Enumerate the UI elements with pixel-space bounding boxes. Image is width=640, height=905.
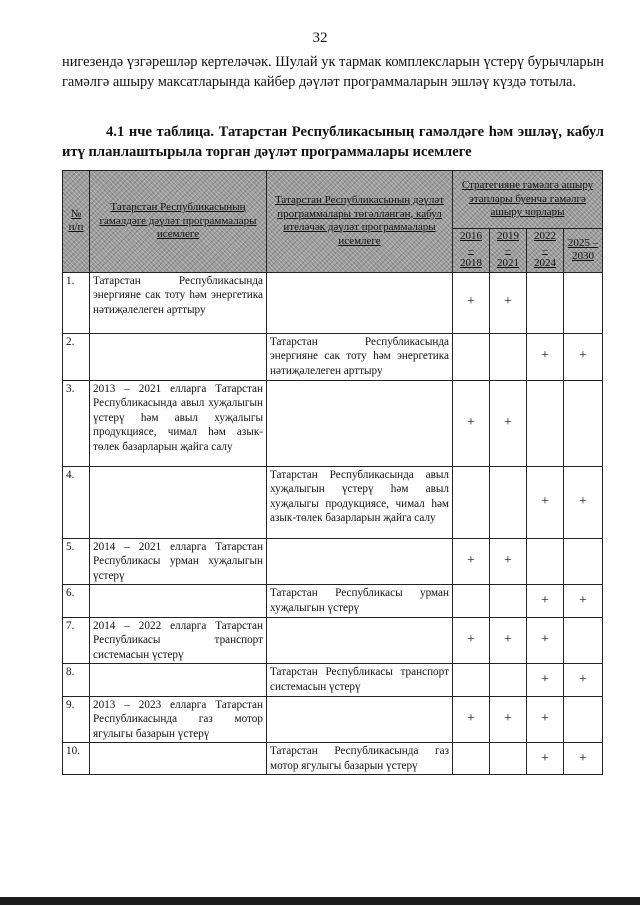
planned-program-cell xyxy=(267,380,453,466)
table-row xyxy=(63,272,603,333)
planned-program-cell: Татарстан Республикасы транспорт системасын үстерү xyxy=(267,664,453,696)
period-2019-2021-mark: + xyxy=(490,617,527,664)
header-period-2022: 2022 – 2024 xyxy=(527,229,564,273)
period-2019-2021-mark xyxy=(490,664,527,696)
period-2025-2030-mark: + xyxy=(564,664,603,696)
row-number-cell: 7. xyxy=(63,617,90,664)
planned-program-cell xyxy=(267,272,453,333)
header-period-2016: 2016 – 2018 xyxy=(453,229,490,273)
row-number-cell: 6. xyxy=(63,585,90,617)
current-program-cell: 2013 – 2021 елларга Татарстан Республикасында авыл хуҗалыгын үстерү һәм авыл хуҗалыгы продукциясе, чимал һәм азык-төлек базарларын җайга салу xyxy=(90,380,267,466)
planned-program-cell: Татарстан Республикасында энергияне сак тоту һәм энергетика нәтиҗәлелеген арттыру xyxy=(267,333,453,380)
period-2016-2018-mark xyxy=(453,664,490,696)
period-2022-2024-mark: + xyxy=(527,466,564,538)
header-period-2025: 2025 – 2030 xyxy=(564,229,603,273)
planned-program-cell: Татарстан Республикасында газ мотор ягулыгы базарын үстерү xyxy=(267,743,453,775)
table-body xyxy=(63,272,603,775)
table-row xyxy=(63,585,603,617)
period-2019-2021-mark: + xyxy=(490,380,527,466)
table-caption: 4.1 нче таблица. Татарстан Республикасының гамәлдәге һәм эшләү, кабул итү планлаштырыла торган дәүләт программалары исемлеге xyxy=(62,124,604,160)
table-row xyxy=(63,664,603,696)
header-planned-programs: Татарстан Республикасының дәүләт программалары төгәлләнгән, кабул ителәчәк дәүләт программалары исемлеге xyxy=(267,171,453,273)
planned-program-cell xyxy=(267,538,453,585)
table-row xyxy=(63,617,603,664)
period-2022-2024-mark: + xyxy=(527,617,564,664)
period-2025-2030-mark xyxy=(564,272,603,333)
period-2025-2030-mark xyxy=(564,538,603,585)
programs-table xyxy=(62,170,603,775)
table-row xyxy=(63,696,603,743)
current-program-cell: 2013 – 2023 елларга Татарстан Республикасында газ мотор ягулыгы базарын үстерү xyxy=(90,696,267,743)
period-2025-2030-mark: + xyxy=(564,743,603,775)
period-2016-2018-mark: + xyxy=(453,696,490,743)
row-number-cell: 9. xyxy=(63,696,90,743)
period-2016-2018-mark xyxy=(453,333,490,380)
current-program-cell xyxy=(90,333,267,380)
row-number-cell: 4. xyxy=(63,466,90,538)
period-2022-2024-mark: + xyxy=(527,696,564,743)
table-row xyxy=(63,466,603,538)
period-2016-2018-mark xyxy=(453,585,490,617)
header-current-programs: Татарстан Республикасының гамәлдәге дәүләт программалары исемлеге xyxy=(90,171,267,273)
table-row xyxy=(63,743,603,775)
period-2022-2024-mark xyxy=(527,380,564,466)
period-2022-2024-mark: + xyxy=(527,333,564,380)
row-number-cell: 10. xyxy=(63,743,90,775)
period-2022-2024-mark: + xyxy=(527,664,564,696)
table-row xyxy=(63,538,603,585)
row-number-cell: 2. xyxy=(63,333,90,380)
current-program-cell xyxy=(90,585,267,617)
header-number: № п/п xyxy=(63,171,90,273)
page-number: 32 xyxy=(312,30,328,46)
period-2022-2024-mark: + xyxy=(527,743,564,775)
header-stages: Стратегияне гамәлгә ашыру этаплары буенча гамәлгә ашыру чорлары xyxy=(453,171,603,229)
table-row xyxy=(63,380,603,466)
period-2022-2024-mark xyxy=(527,538,564,585)
period-2019-2021-mark: + xyxy=(490,272,527,333)
current-program-cell: 2014 – 2021 елларга Татарстан Республикасы урман хуҗалыгын үстерү xyxy=(90,538,267,585)
current-program-cell xyxy=(90,743,267,775)
row-number-cell: 5. xyxy=(63,538,90,585)
planned-program-cell xyxy=(267,696,453,743)
period-2025-2030-mark xyxy=(564,696,603,743)
current-program-cell: 2014 – 2022 елларга Татарстан Республикасы транспорт системасын үстерү xyxy=(90,617,267,664)
period-2025-2030-mark: + xyxy=(564,333,603,380)
period-2025-2030-mark: + xyxy=(564,466,603,538)
period-2022-2024-mark xyxy=(527,272,564,333)
row-number-cell: 8. xyxy=(63,664,90,696)
intro-paragraph: нигезендә үзгәрешләр кертеләчәк. Шулай ук тармак комплексларын үстерү бурычларын гамәлгә ашыру максатларында кайбер дәүләт программаларын эшләү күздә тотыла. xyxy=(62,54,604,90)
period-2016-2018-mark: + xyxy=(453,380,490,466)
planned-program-cell xyxy=(267,617,453,664)
period-2025-2030-mark xyxy=(564,617,603,664)
header-period-2019: 2019 – 2021 xyxy=(490,229,527,273)
current-program-cell xyxy=(90,664,267,696)
period-2019-2021-mark xyxy=(490,743,527,775)
row-number-cell: 3. xyxy=(63,380,90,466)
period-2025-2030-mark xyxy=(564,380,603,466)
period-2019-2021-mark: + xyxy=(490,696,527,743)
period-2019-2021-mark xyxy=(490,585,527,617)
period-2019-2021-mark: + xyxy=(490,538,527,585)
period-2016-2018-mark xyxy=(453,743,490,775)
current-program-cell xyxy=(90,466,267,538)
period-2022-2024-mark: + xyxy=(527,585,564,617)
planned-program-cell: Татарстан Республикасында авыл хуҗалыгын үстерү һәм авыл хуҗалыгы продукциясе, чимал һәм азык-төлек базарларын җайга салу xyxy=(267,466,453,538)
period-2016-2018-mark: + xyxy=(453,538,490,585)
scan-bottom-edge xyxy=(0,897,640,905)
planned-program-cell: Татарстан Республикасы урман хуҗалыгын үстерү xyxy=(267,585,453,617)
period-2025-2030-mark: + xyxy=(564,585,603,617)
current-program-cell: Татарстан Республикасында энергияне сак тоту һәм энергетика нәтиҗәлелеген арттыру xyxy=(90,272,267,333)
period-2016-2018-mark xyxy=(453,466,490,538)
period-2016-2018-mark: + xyxy=(453,272,490,333)
period-2016-2018-mark: + xyxy=(453,617,490,664)
row-number-cell: 1. xyxy=(63,272,90,333)
table-row xyxy=(63,333,603,380)
period-2019-2021-mark xyxy=(490,466,527,538)
period-2019-2021-mark xyxy=(490,333,527,380)
